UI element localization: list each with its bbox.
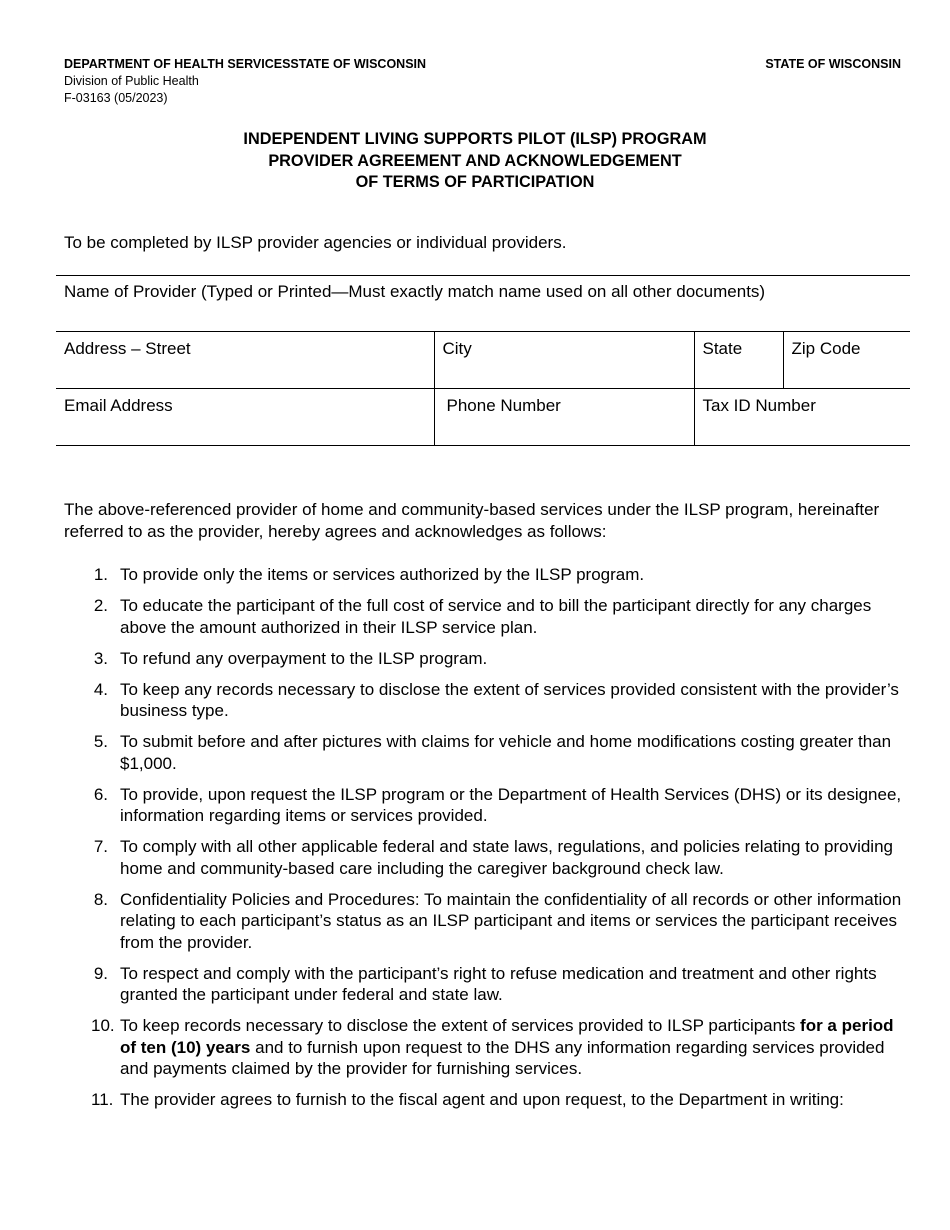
header-agency-block: [64, 56, 426, 107]
street-label: Address – Street: [64, 339, 191, 358]
completion-instructions: To be completed by ILSP provider agencies or individual providers.: [64, 233, 567, 252]
title-line-1: INDEPENDENT LIVING SUPPORTS PILOT (ILSP) PROGRAM: [243, 130, 707, 148]
term-number: 11.: [91, 1090, 114, 1109]
term-text: To comply with all other applicable federal and state laws, regulations, and policies relating to providing home and community-based care including the caregiver background check law.: [120, 837, 893, 878]
state-label: State: [702, 339, 743, 358]
term-number: 5.: [93, 732, 108, 751]
provider-name-label: Name of Provider (Typed or Printed—Must exactly match name used on all other documents): [64, 282, 766, 301]
term-item: [64, 784, 904, 827]
provider-info-table: [56, 331, 910, 446]
form-number: F-03163 (05/2023): [64, 91, 168, 105]
terms-list: [64, 564, 904, 1120]
term-number: 3.: [93, 648, 108, 668]
phone-field[interactable]: [434, 389, 694, 446]
term-number: 1.: [93, 565, 108, 584]
department-name: DEPARTMENT OF HEALTH SERVICESSTATE OF WISCONSIN: [64, 57, 427, 71]
address-row: [56, 332, 910, 389]
term-number: 10.: [91, 1016, 115, 1035]
state-name: STATE OF WISCONSIN: [765, 57, 901, 71]
term-number: 9.: [93, 963, 108, 983]
term-item: [64, 1089, 904, 1111]
term-number: 6.: [93, 784, 108, 804]
email-label: Email Address: [64, 396, 173, 415]
contact-row: [56, 389, 910, 446]
term-text: To provide only the items or services authorized by the ILSP program.: [120, 565, 645, 584]
term-item: [64, 731, 904, 774]
term-number: 2.: [93, 596, 108, 615]
zip-field[interactable]: [783, 332, 910, 389]
term-item: [64, 836, 904, 879]
term-item: [64, 564, 904, 586]
email-field[interactable]: [56, 389, 434, 446]
agreement-intro: The above-referenced provider of home and community-based services under the ILSP program, hereinafter referred to as the provider, hereby agrees and acknowledges as follows:: [64, 500, 880, 541]
street-field[interactable]: [56, 332, 434, 389]
term-text: To provide, upon request the ILSP program or the Department of Health Services (DHS) or its designee, information regarding items or services provided.: [120, 784, 902, 825]
tax-id-label: Tax ID Number: [702, 396, 816, 415]
term-text: To submit before and after pictures with claims for vehicle and home modifications costing greater than $1,000.: [120, 732, 892, 773]
term-item: [64, 889, 904, 954]
term-text: Confidentiality Policies and Procedures: To maintain the confidentiality of all records or other information relating to each participant’s status as an ILSP participant and items or services the participant receives from the provider.: [120, 889, 902, 952]
title-line-3: OF TERMS OF PARTICIPATION: [355, 173, 595, 192]
term-item: [64, 595, 904, 638]
term-item: [64, 963, 904, 1006]
term-item: [64, 1015, 904, 1080]
term-text: The provider agrees to furnish to the fiscal agent and upon request, to the Department in writing:: [120, 1090, 844, 1109]
term-item: [64, 679, 904, 722]
term-text: To refund any overpayment to the ILSP program.: [120, 648, 488, 668]
provider-name-field[interactable]: [56, 275, 910, 332]
term-text: To keep any records necessary to disclose the extent of services provided consistent with the provider’s business type.: [120, 679, 899, 720]
title-line-2: PROVIDER AGREEMENT AND ACKNOWLEDGEMENT: [268, 151, 682, 170]
term-text: To educate the participant of the full cost of service and to bill the participant directly for any charges above the amount authorized in their ILSP service plan.: [120, 596, 872, 637]
term-number: 7.: [93, 837, 108, 856]
zip-label: Zip Code: [791, 339, 861, 358]
term-item: [64, 648, 904, 670]
term-text-before: To keep records necessary to disclose the extent of services provided to ILSP participants: [120, 1016, 801, 1035]
document-title: [0, 129, 950, 194]
term-number: 4.: [93, 679, 108, 699]
term-text: To respect and comply with the participant’s right to refuse medication and treatment and other rights granted the participant under federal and state law.: [120, 963, 877, 1004]
term-text-after: and to furnish upon request to the DHS any information regarding services provided and payments claimed by the provider for furnishing services.: [120, 1037, 885, 1078]
tax-id-field[interactable]: [694, 389, 910, 446]
division-name: Division of Public Health: [64, 74, 199, 88]
city-field[interactable]: [434, 332, 694, 389]
city-label: City: [442, 339, 472, 358]
term-text-emphasis: for a period of ten (10) years: [120, 1016, 894, 1057]
term-number: 8.: [93, 889, 108, 909]
state-field[interactable]: [694, 332, 783, 389]
phone-label: Phone Number: [446, 396, 561, 415]
